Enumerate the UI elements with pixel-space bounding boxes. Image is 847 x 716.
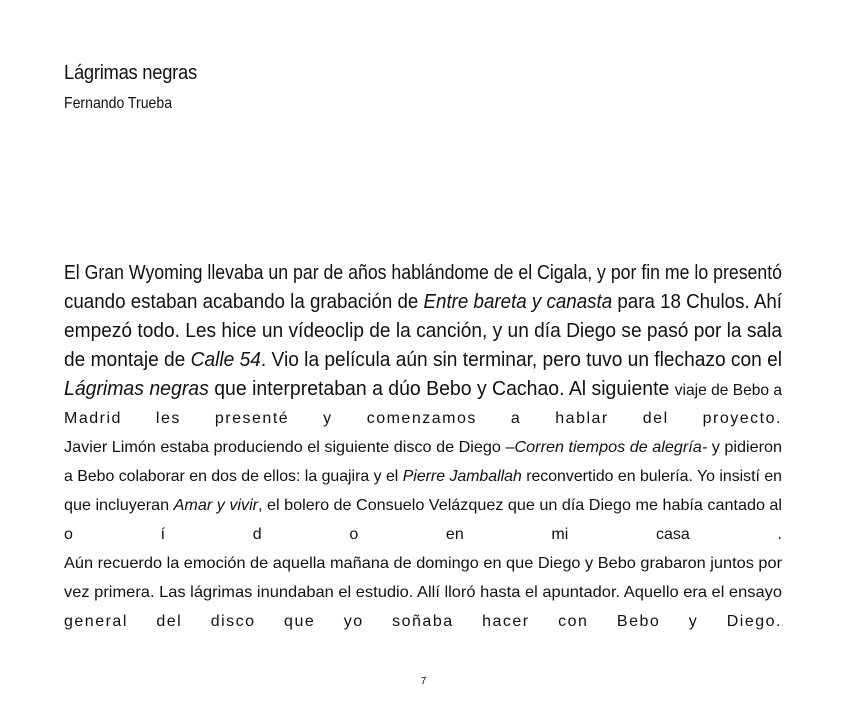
body-line-9 — [64, 491, 782, 520]
word: í — [160, 526, 166, 543]
word: con — [558, 613, 589, 630]
word: en — [445, 526, 464, 543]
word: Madrid — [64, 410, 122, 427]
line-9-text — [64, 491, 782, 520]
film-title-calle-54: Calle 54 — [190, 349, 261, 371]
word: comenzamos — [366, 410, 477, 427]
line-4-part-c: . Vio la película aún sin terminar, pero tuvo un flechazo con el — [260, 349, 783, 371]
line-2-part-c: para 18 Chulos. Ahí — [617, 291, 782, 313]
word: del — [156, 613, 183, 630]
word: y — [323, 410, 333, 427]
body-line-3 — [64, 317, 782, 346]
body-line-7 — [64, 433, 782, 462]
body-line-8 — [64, 462, 782, 491]
album-title-corren-tiempos: Corren tiempos de alegría- — [514, 439, 708, 456]
song-title-pierre-jamballah: Pierre Jamballah — [402, 468, 522, 485]
line-4-part-a: de montaje de — [64, 349, 186, 371]
line-2-part-a: cuando estaban acabando la grabación de — [64, 291, 419, 313]
body-line-11 — [64, 549, 782, 578]
document-title: Lágrimas negras — [64, 62, 197, 84]
word: o — [64, 526, 73, 543]
song-title-amar-y-vivir: Amar y vivir — [173, 497, 259, 514]
line-7-part-c: y pidieron — [711, 439, 782, 456]
line-3-text: empezó todo. Les hice un vídeoclip de la canción, y un día Diego se pasó por la sala — [64, 320, 782, 342]
line-5-text — [64, 375, 782, 405]
line-8-part-a: a Bebo colaborar en dos de ellos: la guajira y el — [64, 468, 399, 485]
line-2-text — [64, 288, 782, 317]
line-9-part-a: que incluyeran — [64, 497, 170, 514]
word: proyecto. — [702, 410, 782, 427]
word: Bebo — [616, 613, 661, 630]
word: hacer — [482, 613, 530, 630]
document-author: Fernando Trueba — [64, 95, 173, 112]
line-4-text — [64, 346, 782, 375]
line-9-part-c: , el bolero de Consuelo Velázquez que un día Diego me había cantado al — [258, 497, 782, 514]
word: presenté — [214, 410, 290, 427]
body-line-13 — [64, 607, 782, 636]
body-line-12 — [64, 578, 782, 607]
word: Diego. — [726, 613, 782, 630]
word: mi — [551, 526, 569, 543]
album-title-entre-bareta: Entre bareta y canasta — [423, 291, 613, 313]
line-11-text: Aún recuerdo la emoción de aquella mañana de domingo en que Diego y Bebo grabaron juntos por — [64, 555, 782, 572]
line-8-part-c: reconvertido en bulería. Yo insistí en — [526, 468, 782, 485]
word: casa — [655, 526, 690, 543]
body-line-10 — [64, 520, 782, 549]
word: que — [284, 613, 316, 630]
word: y — [688, 613, 699, 630]
word: d — [252, 526, 262, 543]
page-number: 7 — [420, 676, 427, 687]
word: les — [155, 410, 181, 427]
line-5-part-c: viaje de Bebo a — [674, 382, 782, 399]
line-12-text: vez primera. Las lágrimas inundaban el estudio. Allí lloró hasta el apuntador. Aquello era el ensayo — [64, 584, 782, 601]
body-line-2 — [64, 288, 782, 317]
line-5-part-b: que interpretaban a dúo Bebo y Cachao. Al siguiente — [214, 378, 670, 400]
word: . — [777, 526, 782, 543]
word: general — [64, 613, 128, 630]
line-7-text — [64, 433, 782, 462]
line-7-part-a: Javier Limón estaba produciendo el siguiente disco de Diego – — [64, 439, 515, 456]
word: disco — [210, 613, 256, 630]
word: yo — [343, 613, 364, 630]
body-line-1 — [64, 259, 782, 288]
body-line-5 — [64, 375, 782, 405]
body-line-6 — [64, 404, 782, 433]
word: a — [510, 410, 522, 427]
line-1-text: El Gran Wyoming llevaba un par de años hablándome de el Cigala, y por fin me lo presentó — [64, 262, 782, 284]
word: soñaba — [392, 613, 454, 630]
body-line-4 — [64, 346, 782, 375]
word: hablar — [555, 410, 609, 427]
song-title-lagrimas-negras: Lágrimas negras — [64, 378, 209, 400]
word: o — [349, 526, 359, 543]
line-8-text — [64, 462, 782, 491]
word: del — [642, 410, 669, 427]
